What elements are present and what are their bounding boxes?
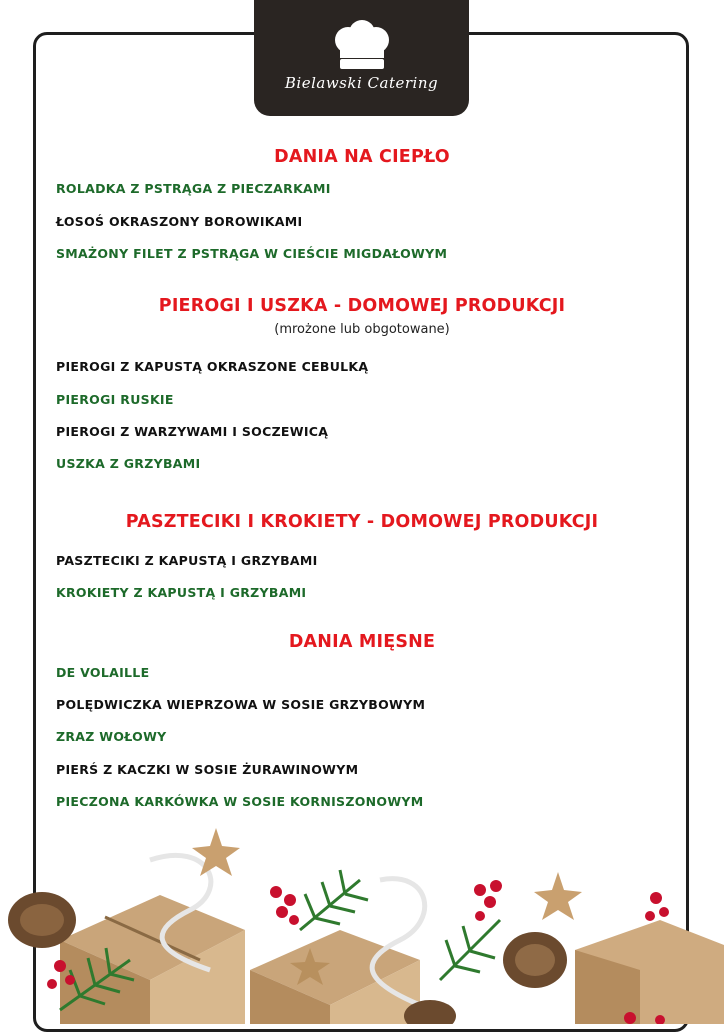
section-title-meat-dishes: DANIA MIĘSNE <box>288 632 436 652</box>
menu-item: PASZTECIKI Z KAPUSTĄ I GRZYBAMI <box>56 553 318 568</box>
menu-item: ZRAZ WOŁOWY <box>56 729 167 744</box>
menu-item: POLĘDWICZKA WIEPRZOWA W SOSIE GRZYBOWYM <box>56 697 426 712</box>
menu-item: SMAŻONY FILET Z PSTRĄGA W CIEŚCIE MIGDAŁOWYM <box>56 246 448 261</box>
chef-hat-icon <box>330 20 394 72</box>
christmas-decoration <box>0 820 724 1024</box>
star-icon <box>192 828 240 876</box>
pine-branch-icon <box>440 920 500 980</box>
menu-item: PIEROGI Z WARZYWAMI I SOCZEWICĄ <box>56 424 329 439</box>
pine-branch-icon <box>300 870 368 930</box>
menu-item: PIECZONA KARKÓWKA W SOSIE KORNISZONOWYM <box>56 794 424 809</box>
section-title-hot-dishes: DANIA NA CIEPŁO <box>274 147 450 167</box>
menu-item: PIEROGI Z KAPUSTĄ OKRASZONE CEBULKĄ <box>56 359 369 374</box>
section-subtitle: (mrożone lub obgotowane) <box>274 322 450 337</box>
menu-item: KROKIETY Z KAPUSTĄ I GRZYBAMI <box>56 585 307 600</box>
gift-box-icon <box>575 920 724 1024</box>
menu-item: ROLADKA Z PSTRĄGA Z PIECZARKAMI <box>56 181 331 196</box>
menu-item: PIEROGI RUSKIE <box>56 392 174 407</box>
section-title-pierogi: PIEROGI I USZKA - DOMOWEJ PRODUKCJI <box>158 296 566 316</box>
brand-name: Bielawski Catering <box>284 74 439 92</box>
menu-item: PIERŚ Z KACZKI W SOSIE ŻURAWINOWYM <box>56 762 359 777</box>
section-title-pastries: PASZTECIKI I KROKIETY - DOMOWEJ PRODUKCJI <box>125 512 599 532</box>
menu-item: ŁOSOŚ OKRASZONY BOROWIKAMI <box>56 214 303 229</box>
menu-item: USZKA Z GRZYBAMI <box>56 456 201 471</box>
menu-item: DE VOLAILLE <box>56 665 150 680</box>
logo-badge <box>254 0 469 116</box>
star-icon <box>534 872 582 920</box>
